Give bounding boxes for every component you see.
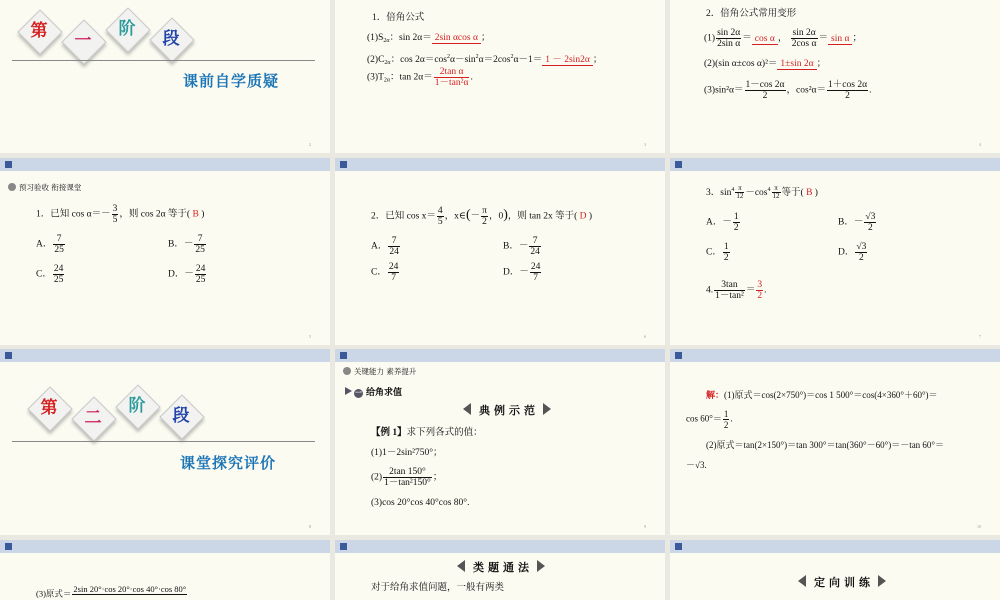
slide-method-summary[interactable] [335,540,665,600]
sqrt-icon: √ [865,212,871,222]
slide-practice[interactable] [670,540,1000,600]
option-c[interactable]: C． $\frac{1}{2}$ [706,242,729,263]
heading: 2．倍角公式常用变形 [706,9,797,19]
divider-line [12,60,315,61]
formula-c2a: $(2)C_{2\alpha}$：$\cos 2\alpha=\cos^2\alpha-\sin^2\alpha=2\cos^2\alpha-1= 1 - 2\sin 2\alpha$ ； [367,54,603,66]
slide-stage-two[interactable] [0,349,330,535]
slide-header-bar [0,349,330,362]
section-icon [343,367,351,375]
slide-header-bar [670,349,1000,362]
answer: D [579,211,587,222]
formula-s2a: $(1)S_{2\alpha}$：sin 2α＝ 2sin αcos α ； [367,33,491,44]
answer: B [806,188,813,198]
solution-line-4: －√3. [686,460,707,470]
page-number: 5 [309,334,311,339]
section-label: 关键能力 素养提升 [343,366,416,377]
method-text: 对于给角求值问题，一般有两类 [371,583,505,593]
stage-two-diamonds [20,389,210,429]
stage-char: 段 [162,29,180,49]
stage-char: 阶 [128,396,146,416]
question: 2．已知 cos x＝ $\frac{4}{5}$ ，x∈(－ $\frac{\pi}{2}$ ，0)，则 tan 2x 等于( D ) [371,206,593,227]
option-c[interactable]: C． $\frac{24}{7}$ [371,262,399,283]
formula-t2a: $(3)T_{2\alpha}$：tan 2α＝ $\frac{\text{2tan α}}{\text{1－tan²α}}$ . [367,67,473,88]
solution-line-3: (2)原式＝tan(2×150°)＝tan 300°＝tan(360°－60°)＝－tan 60°＝ [706,440,945,450]
slide-solution[interactable] [670,349,1000,535]
variant-3: (3)sin²α＝ $\frac{1-\cos 2\alpha}{2}$ ，cos²α＝ $\frac{1+\cos 2\alpha}{2}$ . [704,80,872,101]
question: 1．已知 cos α＝－ $\frac{3}{5}$ ，则 cos 2α 等于( B ) [36,204,205,225]
option-c[interactable]: C． $\frac{24}{25}$ [36,264,64,285]
option-b[interactable]: B．－ $\frac{7}{25}$ [168,234,205,255]
section-icon [8,183,16,191]
page-number: 7 [979,334,981,339]
slide-quiz-1[interactable] [0,158,330,345]
example-banner: 典例示范 [463,402,551,418]
option-b[interactable]: B．－ $\frac{√3}{2}$ [838,212,876,233]
sqrt-icon: √ [695,460,700,470]
stage-one-diamonds [20,10,210,50]
slide-header-bar [0,158,330,171]
slide-stage-one[interactable] [0,0,330,153]
stage-char: 一 [74,31,92,51]
stage-char: 第 [40,398,58,418]
circle-icon: 一 [355,389,362,397]
example-item-2: (2) $\frac{2\tan 150^\circ}{\text{1－tan²150°}}$ ； [371,467,443,488]
option-d[interactable]: D．－ $\frac{24}{25}$ [168,264,206,285]
stage-char: 二 [84,408,102,428]
example-prompt: 【例 1】求下列各式的值： [371,428,483,438]
page-number: 3 [644,142,646,147]
option-a[interactable]: A． $\frac{7}{25}$ [36,234,64,255]
slide-header-bar [670,158,1000,171]
slide-header-bar [335,349,665,362]
divider-line [12,441,315,442]
slide-double-angle-formulas[interactable] [335,0,665,153]
slide-header-bar [335,158,665,171]
page-number: 9 [644,524,646,529]
solution-line-2: cos 60°＝ $\frac{1}{2}$ . [686,409,733,430]
option-d[interactable]: D． $\frac{√3}{2}$ [838,242,867,263]
page-number: 8 [309,524,311,529]
slide-solution-cont[interactable] [0,540,330,600]
option-a[interactable]: A．－ $\frac{1}{2}$ [706,212,739,233]
method-banner: 类题通法 [457,559,545,575]
question-4: 4. $\frac{3\tan}{\text{1－tan²}}$ ＝ $\frac{3}{2}$ . [706,280,767,301]
practice-banner: 定向训练 [798,574,886,590]
page-number: 4 [979,142,981,147]
slide-header-bar [335,540,665,553]
solution-line: (3)原式＝ 2sin 20°·cos 20°·cos 40°·cos 80° [36,584,187,599]
section-label: 预习验收 衔接课堂 [8,182,81,193]
stage-char: 段 [172,406,190,426]
stage-char: 阶 [118,19,136,39]
option-b[interactable]: B．－ $\frac{7}{24}$ [503,236,540,257]
variant-1: (1) $\frac{\sin 2\alpha}{\text{2sin α}}$ ＝ cos α ， $\frac{\sin 2\alpha}{\text{2cos α}}$ ＝ sin α ； [704,28,862,49]
slide-quiz-3[interactable] [670,158,1000,345]
subsection-title: 一 给角求值 [345,385,402,398]
slide-example-1[interactable] [335,349,665,535]
stage-title: 课前自学质疑 [183,72,280,90]
option-d[interactable]: D．－ $\frac{24}{7}$ [503,262,541,283]
solution-line-1: 解：(1)原式＝cos(2×750°)＝cos 1 500°＝cos(4×360°＋60°)＝ [706,390,938,400]
question: 3．$\sin^4$ $\frac{\pi}{12}$ $-\cos^4$ $\frac{\pi}{12}$ 等于( B ) [706,184,818,201]
sqrt-icon: √ [856,242,862,252]
heading: 1．倍角公式 [372,13,425,23]
slide-quiz-2[interactable] [335,158,665,345]
slide-header-bar [0,540,330,553]
example-item-1: (1)1－2sin²750°； [371,448,443,458]
page-number: 10 [977,524,981,529]
page-number: 2 [309,142,311,147]
example-item-3: (3)cos 20°cos 40°cos 80°. [371,498,470,508]
page-number: 6 [644,334,646,339]
slide-header-bar [670,540,1000,553]
stage-char: 第 [30,21,48,41]
stage-title: 课堂探究评价 [180,454,277,472]
slide-formula-variants[interactable] [670,0,1000,153]
variant-2: (2)(sin α±cos α)²＝ 1±sin 2α ； [704,59,827,69]
answer: B [192,209,199,220]
option-a[interactable]: A． $\frac{7}{24}$ [371,236,399,257]
arrow-icon [345,387,352,395]
